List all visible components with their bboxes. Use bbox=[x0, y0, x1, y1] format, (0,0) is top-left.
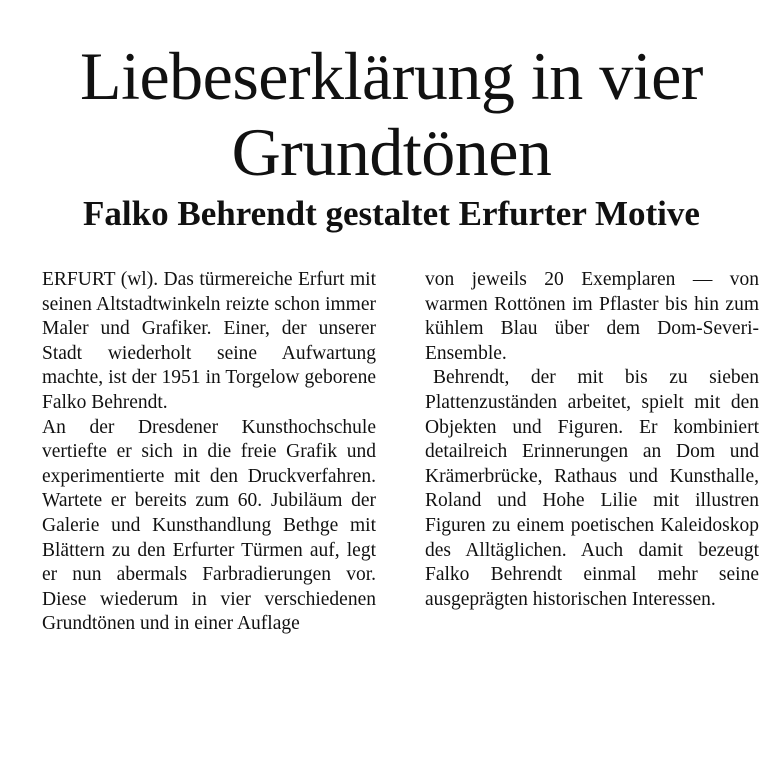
article-paragraph: ERFURT (wl). Das türmereiche Erfurt mit seinen Altstadtwinkeln reizte schon immer Maler und Grafiker. Einer, der unserer Stadt wiederholt seine Aufwartung machte, ist der 1951 in Torgelow geborene Falko Behrendt. bbox=[42, 269, 376, 413]
article-headline: Liebeserklärung in vier Grundtönen bbox=[80, 38, 703, 190]
article-subheadline: Falko Behrendt gestaltet Erfurter Motive bbox=[83, 194, 700, 233]
article-paragraph: An der Dresdener Kunsthochschule vertiefte er sich in die freie Grafik und experimentierte mit den Druckverfahren. Wartete er bereits zum 60. Jubiläum der Galerie und Kunsthandlung Bethge mit Blättern zu den Erfurter Türmen auf, legt er nun abermals Farbradierungen vor. Diese wiederum in vier verschiedenen Grundtönen und in einer Auflage bbox=[42, 416, 376, 635]
article-body bbox=[42, 268, 759, 637]
article-paragraph: von jeweils 20 Exemplaren — von warmen Rottönen im Pflaster bis hin zum kühlem Blau über dem Dom-Severi-Ensemble. bbox=[425, 269, 759, 364]
article-column-left bbox=[42, 268, 376, 637]
article-paragraph: Behrendt, der mit bis zu sieben Plattenzuständen arbeitet, spielt mit den Objekten und Figuren. Er kombiniert detailreich Erinnerungen an Dom und Krämerbrücke, Rathaus und Kunsthalle, Roland und Hohe Lilie mit illustren Figuren zu einem poetischen Kaleidoskop des Alltäglichen. Auch damit bezeugt Falko Behrendt einmal mehr seine ausgeprägten historischen Interessen. bbox=[425, 367, 759, 610]
article-column-right bbox=[425, 268, 759, 637]
